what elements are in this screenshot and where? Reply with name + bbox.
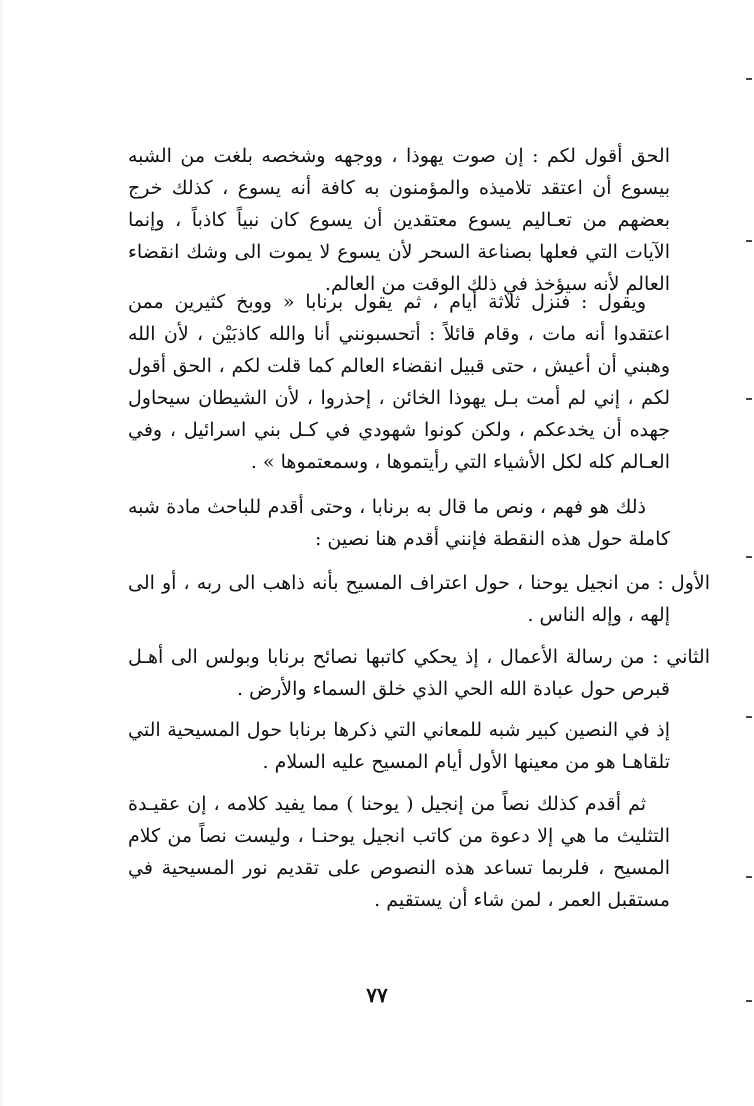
paragraph-6: إذ في النصين كبير شبه للمعاني التي ذكرها برنابا حول المسيحية التي تلقاهـا هو من معينها الأول أيام المسيح عليه السلام .	[128, 719, 670, 773]
edge-tick	[746, 1000, 752, 1002]
page-number: ٧٧	[366, 983, 388, 1007]
edge-tick	[746, 876, 752, 878]
paragraph-3: ذلك هو فهم ، ونص ما قال به برنابا ، وحتى أقدم للباحث مادة شبه كاملة حول هذه النقطة فإنني أقدم هنا نصين :	[128, 496, 670, 550]
edge-tick	[746, 556, 752, 558]
edge-tick	[746, 716, 752, 718]
list-item-first-text: الأول : من انجيل يوحنا ، حول اعتراف المسيح بأنه ذاهب الى ربه ، أو الى إلهه ، وإله الناس .	[128, 572, 710, 626]
paragraph-2: ويقول : فنزل ثلاثة أيام ، ثم يقول برنابا « ووبخ كثيرين ممن اعتقدوا أنه مات ، وقام قائلاً : أتحسبونني أنا والله كاذبَيْن ، لأن الله وهبني أن أعيش ، حتى قبيل انقضاء العالم كما قلت لكم ، الحق أقول لكم ، إني لم أمت بـل يهوذا الخائن ، إحذروا ، لأن الشيطان سيحاول جهده أن يخدعكم ، ولكن كونوا شهودي في كـل بني اسرائيل ، وفي العـالم كله لكل الأشياء التي رأيتموها ، وسمعتموها » .	[128, 291, 670, 473]
edge-tick	[746, 240, 752, 242]
edge-tick	[746, 78, 752, 80]
paragraph-1: الحق أقول لكم : إن صوت يهوذا ، ووجهه وشخصه بلغت من الشبه بيسوع أن اعتقد تلاميذه والمؤمنون به كافة أنه يسوع ، كذلك خرج بعضهم من تعـاليم يسوع معتقدين أن يسوع كان نبياً كاذباً ، وإنما الآيات التي فعلها بصناعة السحر لأن يسوع لا يموت الى وشك انقضاء العالم لأنه سيؤخذ في ذلك الوقت من العالم.	[128, 145, 670, 295]
page-edge-shadow	[0, 0, 5, 1106]
edge-tick	[746, 398, 752, 400]
list-item-second-text: الثاني : من رسالة الأعمال ، إذ يحكي كاتبها نصائح برنابا وبولس الى أهـل قبرص حول عبادة الله الحي الذي خلق السماء والأرض .	[128, 646, 710, 700]
paragraph-7: ثم أقدم كذلك نصاً من إنجيل ( يوحنا ) مما يفيد كلامه ، إن عقيـدة التثليث ما هي إلا دعوة من كاتب انجيل يوحنـا ، وليست نصاً من كلام المسيح ، فلربما تساعد هذه النصوص على تقديم نور المسيحية في مستقبل العمر ، لمن شاء أن يستقيم .	[128, 793, 670, 911]
